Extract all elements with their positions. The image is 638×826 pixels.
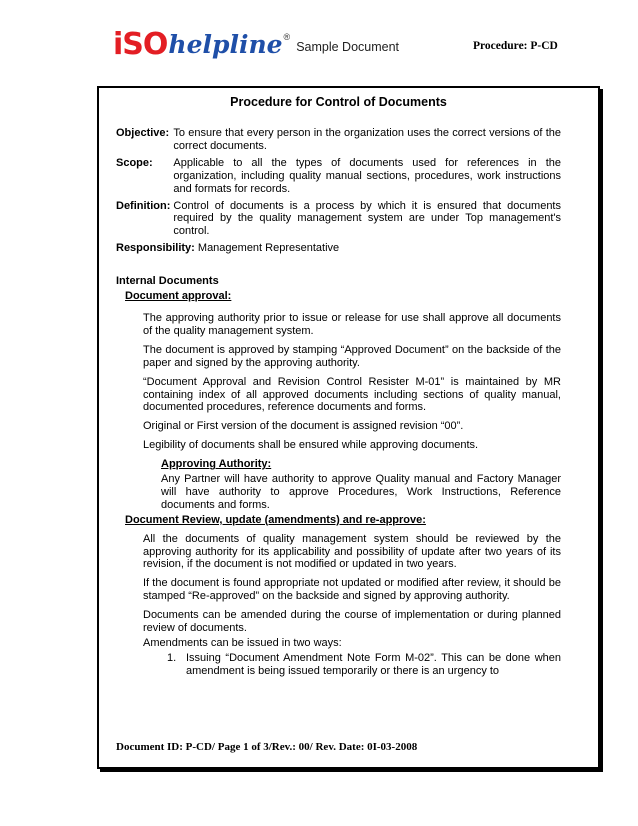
document-review-heading: Document Review, update (amendments) and re-approve: — [125, 513, 426, 526]
document-title: Procedure for Control of Documents — [230, 95, 447, 109]
document-frame — [97, 86, 600, 769]
list-item-number: 1. — [167, 651, 177, 664]
definition-key: Scope: — [116, 156, 153, 169]
responsibility-label: Responsibility: — [116, 242, 195, 255]
definition-value: Control of documents is a process by which it is ensured that documents required by the quality management system are under Top management's control. — [173, 199, 561, 238]
definition-row-definition — [116, 200, 561, 243]
approving-authority-text: Any Partner will have authority to approve Quality manual and Factory Manager will have authority to approve Procedures, Work Instructions, Reference documents and forms. — [161, 473, 561, 511]
document-approval-heading: Document approval: — [125, 290, 232, 303]
definition-value: To ensure that every person in the organization uses the correct versions of the correct documents. — [173, 127, 561, 152]
definition-row-objective — [116, 127, 561, 157]
approval-paragraph: Legibility of documents shall be ensured while approving documents. — [143, 439, 479, 452]
document-content — [116, 95, 561, 678]
isohelpline-logo — [113, 27, 400, 62]
sample-document-label: Sample Document — [296, 40, 400, 54]
page-header — [0, 0, 638, 86]
procedure-code: Procedure: P-CD — [473, 40, 558, 52]
approval-paragraph: The document is approved by stamping “Approved Document” on the backside of the paper and signed by the approving authority. — [143, 343, 561, 369]
definition-key: Definition: — [116, 199, 171, 212]
registered-mark-icon: ® — [283, 32, 291, 42]
logo-helpline-text: helpline — [168, 30, 283, 59]
approving-authority-heading: Approving Authority: — [161, 458, 272, 471]
approval-paragraph: The approving authority prior to issue or release for use shall approve all documents of the quality management system. — [143, 311, 561, 337]
review-paragraph: Documents can be amended during the course of implementation or during planned review of documents. — [143, 609, 561, 635]
review-paragraph: All the documents of quality management system should be reviewed by the approving authority for its applicability and possibility of update after two years of its revision, if the document is not modified or updated in two years. — [143, 532, 561, 571]
list-item-text: Issuing “Document Amendment Note Form M-02”. This can be done when amendment is being issued temporarily or there is an urgency to — [186, 651, 561, 677]
logo-iso-text: iSO — [113, 27, 168, 62]
approval-paragraph: “Document Approval and Revision Control Resister M-01” is maintained by MR containing index of all approved documents including sections of quality manual, documented procedures, reference documents and forms. — [143, 375, 561, 414]
definition-row-scope — [116, 157, 561, 200]
approving-authority-block — [161, 458, 561, 512]
review-paragraph: If the document is found appropriate not updated or modified after review, it should be stamped “Re-approved” on the backside and signed by approving authority. — [143, 577, 561, 603]
definition-key: Objective: — [116, 127, 170, 139]
definition-value: Applicable to all the types of documents used for references in the organization, including quality manual sections, procedures, work instructions and formats for records. — [173, 156, 561, 195]
approval-paragraph: Original or First version of the document is assigned revision “00”. — [143, 420, 464, 433]
document-footer: Document ID: P-CD/ Page 1 of 3/Rev.: 00/ Rev. Date: 0I-03-2008 — [116, 741, 418, 753]
list-item — [167, 652, 561, 678]
definitions-table — [116, 127, 561, 242]
review-paragraph: Amendments can be issued in two ways: — [143, 637, 342, 649]
responsibility-value: Management Representative — [194, 242, 340, 255]
internal-documents-heading: Internal Documents — [116, 275, 219, 288]
responsibility-line — [116, 242, 561, 255]
